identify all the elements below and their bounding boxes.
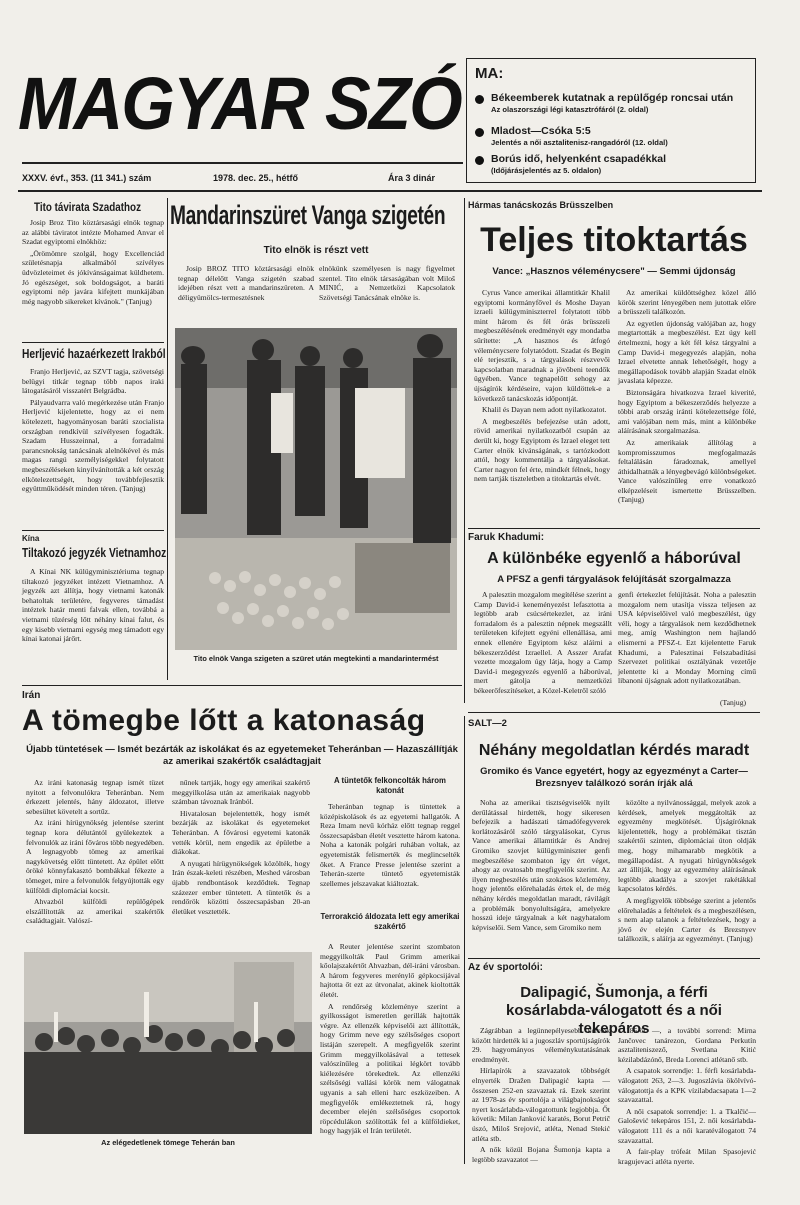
column-divider bbox=[464, 198, 465, 703]
article-title: Herljević hazaérkezett Irakból bbox=[22, 347, 166, 361]
ma-item-headline: Borús idő, helyenként csapadékkal bbox=[491, 153, 667, 165]
sport-article bbox=[468, 962, 760, 1166]
paragraph: Az iráni katonaság tegnap ismét tüzet nyitott a felvonulókra Teheránban. Nem érkezett jelentés, hány áldozatot, illetve sebesültet követelt a sortűz. bbox=[26, 778, 164, 816]
divider bbox=[22, 530, 164, 531]
article-title: Mandarinszüret Vanga szigetén bbox=[170, 200, 446, 230]
article-title: Tiltakozó jegyzék Vietnamhoz bbox=[22, 546, 167, 560]
article-subtitle: Tito elnök is részt vett bbox=[263, 245, 369, 256]
paragraph: A női csapatok sorrendje: 1. a Tkalčić—Galošević tekepáros 151, 2. női kosárlabda-válogatott 111 és a női karatéválogatott 74 szavazattal. bbox=[618, 1106, 756, 1145]
divider bbox=[22, 685, 462, 686]
article-body bbox=[22, 367, 164, 527]
mandarin-article bbox=[170, 200, 462, 678]
article-body-col2: genfi értekezlet felújítását. Noha a palesztin mozgalom nem utasítja vissza teljesen az USA képviselőivel való megbeszélést, úgy véli, hogy a tárgyalások nem kezdődhetnek meg, amíg Washington nem hajlandó elismerni a PFSZ-t. Ezt kijelentette Faruk Khadumi, a Palesztinai Felszabadítási Szervezet politikai osztályának vezetője jelentette ki a Monday Morning című libanoni újságnak adott nyilatkozatában. bbox=[618, 590, 756, 686]
iran-article bbox=[22, 690, 462, 1160]
article-title: Tito táviratа Szadathoz bbox=[34, 200, 141, 214]
paragraph: A megfigyelők többsége szerint a jelentős előrehaladás a feltételek és a megbeszélésen, s nem alap talanok a feltételezések, hogy a jövő év elején Carter és Brezsnyev találkozik, s aláírja az egyezményt. (Tanjug) bbox=[618, 895, 756, 944]
ma-label: MA: bbox=[475, 65, 504, 82]
harvest-scene-image bbox=[175, 328, 457, 650]
paragraph: Az amerikai küldöttséghez közel álló körök szerint lényegében nem jutottak előre a brüsszeli találkozón. bbox=[618, 288, 756, 317]
herljevic-article bbox=[22, 347, 164, 527]
khadumi-article bbox=[468, 532, 760, 710]
article-body-col1 bbox=[472, 1026, 610, 1164]
paragraph: A rendőrség közleménye szerint a gyilkosságot ismeretlen gerillák hajtották végre. Az ellenzék képviselői azt állították, hogy Grimm neve egy szélsőséges csoport listáján szerepelt. A megfigyelők szerint Grimm meggyilkolásával a tettesek valószínűleg a politikai légkört tovább kiélezésére törekedtek. Az ellenzéki szélsőségi vallási körök nem válogatnak ugyanis a sah elleni harc eszközeiben. A megfigyelők emlékeztetnek rá, hogy december elején szélsőséges csoportok röpcédulákon szólították fel a külföldieket, hogy hagyják el Irán területét. bbox=[320, 1001, 460, 1136]
paragraph: Pályaudvarra való megérkezése után Franjo Herljević kijelentette, hogy az ei nem kötelezett, hagyományosan baráti szocialista országban rendkívül szívélyesen fogadták. Szadam Husszeinnal, a forradalmi parancsnokság tanácsának alelnökével és más magas rangú személyiségekkel folytatott megbeszéléseken kinyilvánították a két ország elkötelezettségét, hogy továbbfejlesztik együttműködését minden téren. (Tanjug) bbox=[22, 397, 164, 494]
paragraph: A nők közül Bojana Šumonja kapta a legtöbb szavazatot — bbox=[472, 1145, 610, 1164]
paragraph: A Reuter jelentése szerint szombaton meggyilkolták Paul Grimm amerikai kőolajszakértőt Ahvazban, dél-iráni városban. A három fegyveres merénylő gépkocsijával hajtotta őt ezt az útvonalat, akinek kioltották életét. bbox=[320, 942, 460, 999]
article-kicker: Az év sportolói: bbox=[468, 962, 544, 973]
ma-box bbox=[466, 58, 756, 183]
article-signature: (Tanjug) bbox=[720, 698, 747, 707]
article-subtitle: Újabb tüntetések — Ismét bezárták az iskolákat és az egyetemeket Teheránban — Hazaszállítják az amerikai szakértők családtagjait bbox=[26, 744, 458, 767]
paragraph: A nyugati hírügynökségek közölték, hogy Irán észak-keleti részében, Meshed városban újabb rendbontások kezdődtek. Tegnap százezer ember tüntetett. A tüntetők és a rendőrök közötti összecsapásban 20-an életüket vesztették. bbox=[172, 858, 310, 916]
top-rule bbox=[18, 190, 762, 192]
article-body-col2: elnökünk személyesen is nagy figyelmet szentel. Tito elnök társaságában volt Miloš MINIĆ, a Nemzetközi Kapcsolatok Szövetségi Tanácsának elnöke is. bbox=[319, 264, 455, 302]
masthead-rule bbox=[22, 162, 463, 164]
article-kicker: Faruk Khadumi: bbox=[468, 532, 545, 543]
article-body-col3: Teheránban tegnap is tüntettek a középiskolások és az egyetemi hallgatók. A Reza Imam nevű kórház előtt tegnap reggel összecsapásban életét vesztette három katona. Noha a katonák polgári ruhában voltak, az egyetemisták felismerték és meglincselték őket. A France Presse jelentése szerint a Teherán-szerte tüntető egyetemisták szellemes jelszavakat kiáltoztak. bbox=[320, 802, 460, 888]
paragraph: Az amerikaiak állítólag a kompromisszumos megfogalmazás feltalálásán fáradoznak, amellyel áthidalhatnák a lényegbevágó különbségeket. Vance valószínűleg erre vonatkozó elképzeléseit ismertette Brüsszelben. (Tanjug) bbox=[618, 437, 756, 505]
article-body-col1 bbox=[474, 288, 610, 525]
kina-article bbox=[22, 534, 167, 680]
article-body-col2 bbox=[618, 798, 756, 948]
date-line: 1978. dec. 25., hétfő bbox=[213, 173, 299, 183]
masthead-title: MAGYAR SZÓ bbox=[18, 62, 461, 145]
article-title: Teljes titoktartás bbox=[480, 221, 748, 259]
paragraph: Hivatalosan bejelentették, hogy ismét bezárják az iskolákat és egyetemeket Teheránban. A fővárosi egyetemi katonák vették körül, nem engedik az épületbe a diákokat. bbox=[172, 808, 310, 857]
article-body bbox=[22, 218, 164, 340]
divider bbox=[468, 528, 760, 529]
bullet-dot-icon bbox=[475, 156, 484, 165]
article-title: A tömegbe lőtt a katonaság bbox=[22, 704, 426, 737]
article-body-col3b bbox=[320, 942, 460, 1160]
article-body-col2 bbox=[618, 288, 756, 525]
ma-item-headline: Mladost—Csóka 5:5 bbox=[491, 125, 591, 137]
ma-item-sub: Jelentés a női asztalitenisz-rangadóról (12. oldal) bbox=[491, 138, 668, 147]
article-kicker: Kína bbox=[22, 534, 40, 543]
crowd-image bbox=[24, 952, 312, 1134]
article-subtitle: Vance: „Hasznos véleménycsere" — Semmi újdonság bbox=[492, 266, 736, 277]
article-body-col1: A palesztin mozgalom megítélése szerint a Camp David-i keneményezést lefasztotta a legtöbb arab csúcsértekezlet, az iráni forradalom és a palesztin népnek megszállt területeken kifejtett egyéni ellenállása, ami ennek ellenére Egyiptom kész aláírni a békeszerződést Izraellel. A Asszer Arafat vezette mozgalom úgy látja, hogy a Camp David-i megegyezés egyenlő a háborúval, mert gátolja a nemzetközi békeerőfeszítéseket, a Közel-Keletről szóló bbox=[474, 590, 612, 695]
paragraph: A megbeszélés befejezése után adott, rövid amerikai nyilatkozatból csupán az derült ki, hogy Egyiptom és Izrael eleget tett Carter elnök kívánságának, s tartózkodott attól, hogy kommentálja a tárgyalásokat. Carter nagyon fel érte, mindkét félnek, hogy nem tartják tiszteletben a titoktartás elvét. bbox=[474, 416, 610, 484]
article-title: A különbéke egyenlő a háborúval bbox=[487, 550, 741, 567]
article-title: Néhány megoldatlan kérdés maradt bbox=[478, 742, 750, 759]
article-subtitle: A PFSZ a genfi tárgyalások felújítását szorgalmazza bbox=[497, 574, 731, 585]
masthead bbox=[18, 58, 463, 168]
article-body bbox=[22, 567, 164, 680]
paragraph: Cyrus Vance amerikai államtitkár Khalil egyiptomi kormányfővel és Moshe Dayan izraeli külügyminiszterrel folytatott több mint három és fél órás brüsszeli megbeszélésének eredményét egy mondatba sűrítette: „A hasznos és átfogó véleménycsere folytatódott. Szadat és Begin elé terjesztik, s a tárgyalások részvevői kapcsolatban maradnak a jövőbeni teendők ügyében. Vance tegnapelőtt sehogy az újságírók kérdéseire, vajon küldöttek-e a következő tanácskozás időpontját. bbox=[474, 288, 610, 403]
paragraph: A fair-play trófeát Milan Spasojević kragujevaci atléta nyerte. bbox=[618, 1147, 756, 1166]
divider bbox=[22, 342, 164, 343]
salt-article bbox=[468, 716, 760, 956]
ma-item-sub: Az olaszországi légi katasztrófáról (2. oldal) bbox=[491, 105, 649, 114]
mandarin-photo bbox=[175, 328, 457, 650]
issue-line: XXXV. évf., 353. (11 341.) szám bbox=[22, 173, 152, 183]
column-divider bbox=[167, 198, 168, 680]
paragraph: A csapatok sorrendje: 1. férfi kosárlabda-válogatott 263, 2—3. Jugoszlávia ökölvívó-válogatottja és a KPK vízilabdacsapata 1—2 szavazattal. bbox=[618, 1066, 756, 1105]
paragraph: nűnek tartják, hogy egy amerikai szakértő meggyilkolása után az amerikaiak nagyobb számban távoznak Iránból. bbox=[172, 778, 310, 807]
bullet-dot-icon bbox=[475, 95, 484, 104]
ma-item-headline: Békeemberek kutatnak a repülőgép roncsai után bbox=[491, 92, 734, 104]
paragraph: Josip Broz Tito köztársasági elnök tegnap az alábbi táviratot intézte Mohamed Anvar el Szadat egyiptomi elnökhöz: bbox=[22, 218, 164, 247]
divider bbox=[468, 712, 760, 713]
article-kicker: Irán bbox=[22, 690, 41, 701]
article-body-col1 bbox=[26, 778, 164, 948]
article-body-col2 bbox=[172, 778, 310, 948]
paragraph: közölte a nyilvánossággal, melyek azok a kérdések, amelyek meggátolták az egyezmény megkötését. Újságíróknak kijelentették, hogy a problémákat tisztán szakértői szinten, diplomáciai úton oldják meg, hogy mihamarabb megkötik a megállapodást. A nyugati hírügynökségek azt állítják, hogy az egyezmény aláírásának legtöbb akadálya a szovjet rakétákkal kapcsolatos kérdés. bbox=[618, 798, 756, 894]
column-divider bbox=[464, 716, 465, 1164]
photo-caption: Tito elnök Vanga szigeten a szüret után megtekinti a mandarintermést bbox=[193, 654, 439, 663]
paragraph: Az iráni hírügynökség jelentése szerint tegnap kora délutántól gyülekeztek a felvonulók az iráni főváros több negyedében. A legnagyobb tömeg az amerikai nagykövetség előtt tüntetett. Az épület előtt öröké könnyfakasztó bombákkal fékezte a tömeget, mire a felvonulók felgyújtották egy külföldi diplomáciai kocsit. bbox=[26, 818, 164, 895]
article-kicker: Hármas tanácskozás Brüsszelben bbox=[468, 200, 614, 210]
section-head: Terrorakció áldozata lett egy amerikai szakértő bbox=[320, 912, 460, 931]
paragraph: Khalil és Dayan nem adott nyilatkozatot. bbox=[482, 405, 607, 415]
paragraph: A Kínai NK külügyminisztériuma tegnap tiltakozó jegyzéket intézett Vietnamhoz. A jegyzék azt állítja, hogy vietnami katonák behatoltak területére, fegyveres támadást intéztek határ menti falvak ellen, továbbá a vietnami tüzérség lőtt néhány kínai falut, és egy kisebb vietnami egység meg támadott egy kínai katonai járőrt. bbox=[22, 567, 164, 644]
paragraph: Biztonságára hivatkozva Izrael kiverité, hogy Egyiptom a békeszerződés helyezze a többi arab ország iránti kötelezettsége fölé, ami valójában nem más, mint a különbéke aláírásának szorgalmazása. bbox=[618, 387, 756, 436]
paragraph: 185-öt —, a további sorrend: Mirna Jančovec tanárezon, Gordana Perkutín asztaliteniszező, Svetlana Kitić kézilabdázónő, Breda Lorenci atlétanő stb. bbox=[618, 1026, 756, 1064]
paragraph: Ahvazból külföldi repülőgépek elszállították az amerikai szakértők családtagjait. Valószí- bbox=[26, 897, 164, 926]
paragraph: Zágrábban a legünnepélyesebb keretek között hirdették ki a jugoszláv sportújságírók 29. hagyományos véleménykutatásának eredményét. bbox=[472, 1026, 610, 1064]
paragraph: „Örömömre szolgál, hogy Excellenciád születésnapja alkalmából szívélyes üdvözleteimet és jókívánságaimat küldhetem. Jó egészséget, sok boldogságot, a baráti egyiptomi nép javára kifejtett munkájában még nagyobb sikereket kívánok." (Tanjug) bbox=[22, 248, 164, 306]
paragraph: Franjo Herljević, az SZVT tagja, szövetségi belügyi titkár tegnap több napos iraki látogatásáról visszatért Belgrádba. bbox=[22, 367, 164, 396]
article-body-col2 bbox=[618, 1026, 756, 1166]
bullet-dot-icon bbox=[475, 128, 484, 137]
tehran-photo bbox=[24, 952, 312, 1134]
ma-item-sub: (Időjárásjelentés az 5. oldalon) bbox=[491, 166, 602, 175]
paragraph: Az egyetlen újdonság valójában az, hogy megtartották a megbeszélést. Ezt úgy kell értelmezni, hogy a két fél kész tárgyalni a Camp David-i megegyezés alapján, noha Izrael elvetette annak lehetőségét, hogy a megállapodások tovább alapján Szadat elnök javaslata képezze. bbox=[618, 318, 756, 386]
article-kicker: SALT—2 bbox=[468, 718, 507, 729]
photo-caption: Az elégedetlenek tömege Teherán ban bbox=[101, 1138, 235, 1147]
article-subtitle: Gromiko és Vance egyetért, hogy az egyezményt a Carter—Brezsnyev találkozó során írják alá bbox=[480, 766, 748, 789]
tito-telegram-article bbox=[22, 200, 164, 340]
price-line: Ára 3 dinár bbox=[388, 173, 436, 183]
divider bbox=[468, 958, 760, 959]
article-body-col1: Josip BROZ TITO köztársasági elnök tegnap délelőtt Vanga szigetén szabad idejében részt vett a mandarinszüreten. A déligyümölcs-termesztésnek bbox=[178, 264, 314, 302]
article-body-col1: Noha az amerikai tisztségviselők nyilt derűlátással hirdették, hogy sikeresen befejezik a hadászati támadófegyverek korlátozásáról szóló tárgyalásokat, Cyrus Vance amerikai államtitkár és Andrej Gromiko szovjet külügyminiszter genfi megbeszélése szombaton így ért véget, ahogy az ovatosabb megfigyelők szerint. Az ilyen megbeszélés után szokásos közlemény, hogy jelentős előrehaladás értek el, de még néhány kérdés megoldatlan maradt, rávilágít a problémák bonyolultságára, amelyekre hosszú ideje tárgyalnak a két nagyhatalom képviselői. Sem Vance, sem Gromiko nem bbox=[472, 798, 610, 932]
article-title: Dalipagić, Šumonja, a férfi kosárlabda-válogatott és a női tekepáros bbox=[506, 984, 722, 1037]
brussels-article bbox=[468, 200, 760, 525]
section-head: A tüntetők felkoncolták három katonát bbox=[334, 776, 446, 795]
paragraph: Hírlapírók a szavazatok többségét elnyerték Dražen Dalipagić kapta — összesen 252-en szavaztak rá. Ezek szerint az 1978-as év sportolója a világbajnokságot nyert kosárlabda-válogatottunk legjobbja. Őt követik: Milan Janković karatés, Borut Petrič úszó, Miloš Srejović, atléta, Nenad Stekić atléta stb. bbox=[472, 1066, 610, 1143]
